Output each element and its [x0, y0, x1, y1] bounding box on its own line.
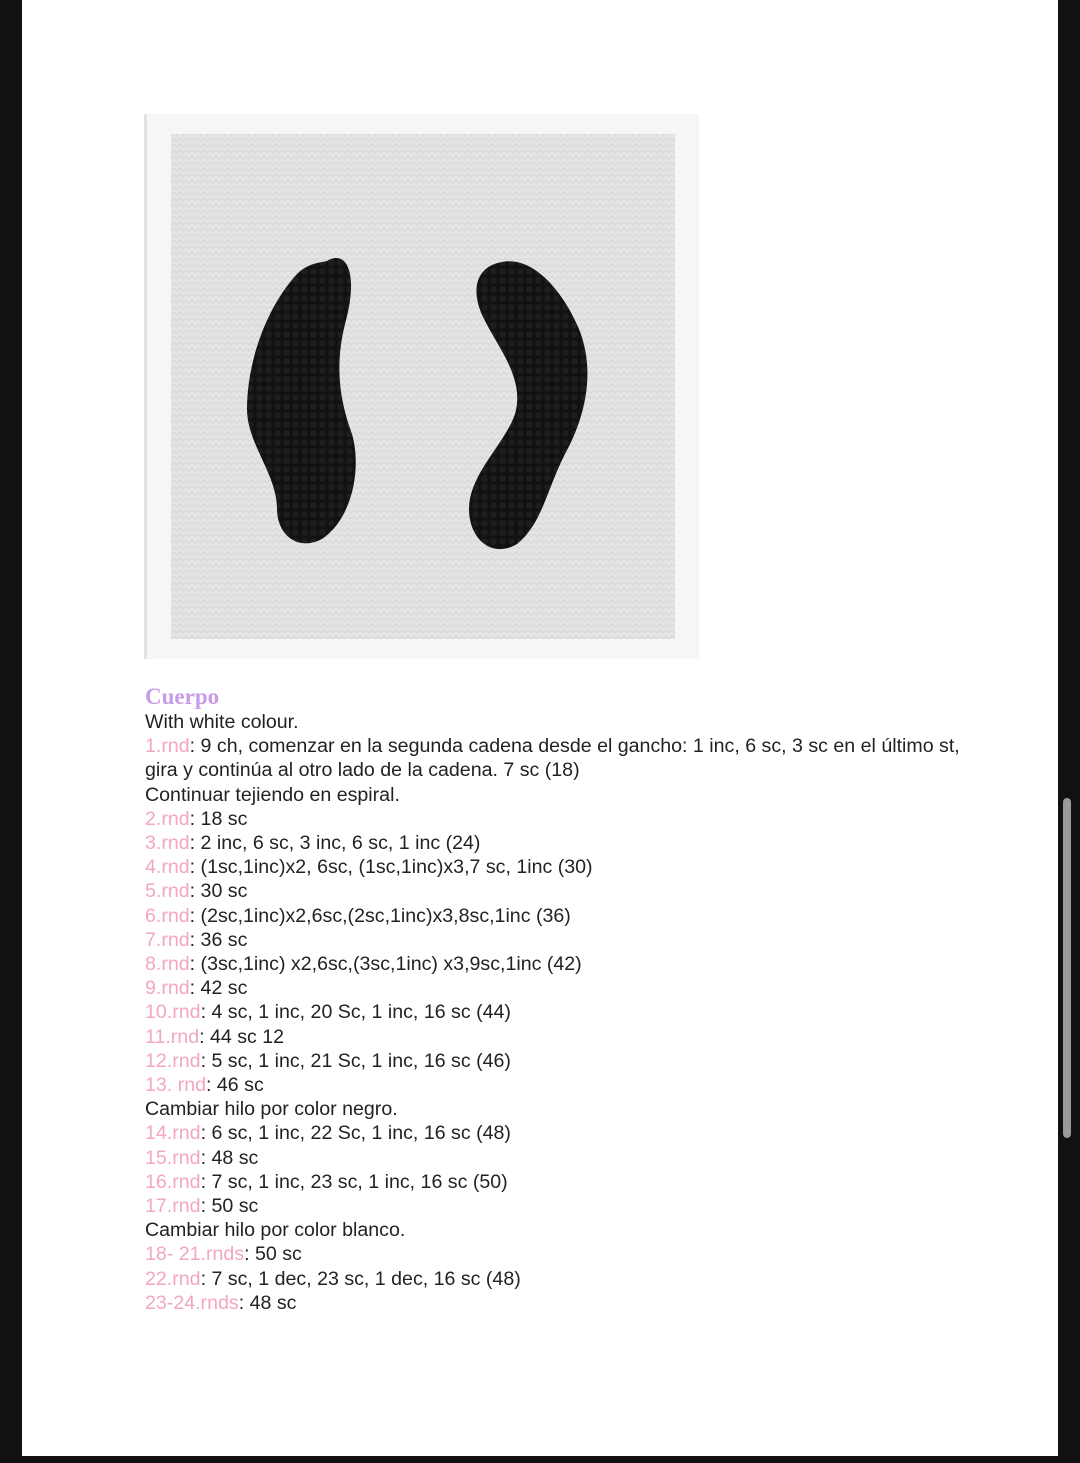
round-text: : 50 sc	[244, 1243, 302, 1266]
round-text: Cambiar hilo por color negro.	[145, 1098, 398, 1121]
round-label: 12.rnd	[145, 1049, 201, 1072]
round-text: Continuar tejiendo en espiral.	[145, 783, 400, 806]
instruction-round	[145, 1170, 965, 1194]
instruction-round	[145, 1073, 965, 1097]
round-text: : 6 sc, 1 inc, 22 Sc, 1 inc, 16 sc (48)	[200, 1122, 511, 1145]
knit-background	[171, 134, 675, 639]
round-text: : 46 sc	[206, 1074, 264, 1097]
round-label: 2.rnd	[145, 807, 190, 830]
instruction-note	[145, 1097, 965, 1121]
round-label: 7.rnd	[145, 928, 190, 951]
round-label: 14.rnd	[145, 1122, 201, 1145]
round-label: 11.rnd	[145, 1025, 200, 1048]
round-text: : 30 sc	[189, 880, 248, 903]
round-text: : 48 sc	[200, 1146, 259, 1169]
round-label: 18- 21.rnds	[145, 1243, 245, 1266]
round-label: 9.rnd	[145, 977, 190, 1000]
crochet-photo-illustration	[147, 114, 699, 659]
round-text: : 44 sc 12	[199, 1025, 285, 1048]
round-label: 13. rnd	[145, 1074, 207, 1097]
round-label: 8.rnd	[145, 953, 190, 976]
pattern-text	[145, 684, 965, 1315]
round-text: : 42 sc	[189, 977, 248, 1000]
round-label: 3.rnd	[145, 832, 190, 855]
round-text: : (2sc,1inc)x2,6sc,(2sc,1inc)x3,8sc,1inc (36)	[189, 904, 571, 927]
instruction-round	[145, 1242, 965, 1266]
round-text: : 18 sc	[189, 807, 248, 830]
instruction-round	[145, 831, 965, 855]
instruction-round	[145, 1194, 965, 1218]
round-text: : 48 sc	[238, 1291, 297, 1314]
round-label: 17.rnd	[145, 1195, 201, 1218]
section-title: Cuerpo	[145, 684, 220, 709]
instruction-round	[145, 734, 965, 782]
instruction-note	[145, 1218, 965, 1242]
instruction-round	[145, 1146, 965, 1170]
round-label: 4.rnd	[145, 856, 190, 879]
instruction-round	[145, 952, 965, 976]
round-text: : 36 sc	[189, 928, 248, 951]
instruction-round	[145, 1121, 965, 1145]
round-label: 10.rnd	[145, 1001, 201, 1024]
document-page	[22, 0, 1058, 1456]
instruction-round	[145, 1049, 965, 1073]
round-text: : 9 ch, comenzar en la segunda cadena desde el gancho: 1 inc, 6 sc, 3 sc en el último st, gira y continúa al otro lado de la cadena. 7 sc (18)	[145, 735, 966, 782]
round-label: 15.rnd	[145, 1146, 201, 1169]
round-label: 23-24.rnds	[145, 1291, 239, 1314]
round-text: : 50 sc	[200, 1195, 259, 1218]
instruction-list	[145, 734, 965, 1315]
round-label: 6.rnd	[145, 904, 190, 927]
instruction-round	[145, 1000, 965, 1024]
scrollbar-thumb[interactable]	[1063, 798, 1071, 1138]
round-text: : (3sc,1inc) x2,6sc,(3sc,1inc) x3,9sc,1inc (42)	[189, 953, 582, 976]
instruction-round	[145, 807, 965, 831]
round-label: 16.rnd	[145, 1170, 201, 1193]
round-label: 1.rnd	[145, 735, 190, 758]
instruction-note	[145, 783, 965, 807]
round-text: : 4 sc, 1 inc, 20 Sc, 1 inc, 16 sc (44)	[200, 1001, 511, 1024]
instruction-round	[145, 855, 965, 879]
round-label: 22.rnd	[145, 1267, 201, 1290]
pattern-photo	[144, 114, 699, 659]
instruction-round	[145, 928, 965, 952]
instruction-round	[145, 879, 965, 903]
round-text: : 7 sc, 1 dec, 23 sc, 1 dec, 16 sc (48)	[200, 1267, 521, 1290]
round-text: : (1sc,1inc)x2, 6sc, (1sc,1inc)x3,7 sc, 1inc (30)	[189, 856, 593, 879]
instruction-round	[145, 904, 965, 928]
round-text: : 5 sc, 1 inc, 21 Sc, 1 inc, 16 sc (46)	[200, 1049, 511, 1072]
round-text: Cambiar hilo por color blanco.	[145, 1219, 406, 1242]
instruction-round	[145, 1267, 965, 1291]
instruction-round	[145, 1025, 965, 1049]
round-text: : 7 sc, 1 inc, 23 sc, 1 inc, 16 sc (50)	[200, 1170, 508, 1193]
round-label: 5.rnd	[145, 880, 190, 903]
round-text: : 2 inc, 6 sc, 3 inc, 6 sc, 1 inc (24)	[189, 832, 481, 855]
intro-line: With white colour.	[145, 711, 299, 733]
instruction-round	[145, 976, 965, 1000]
instruction-round	[145, 1291, 965, 1315]
